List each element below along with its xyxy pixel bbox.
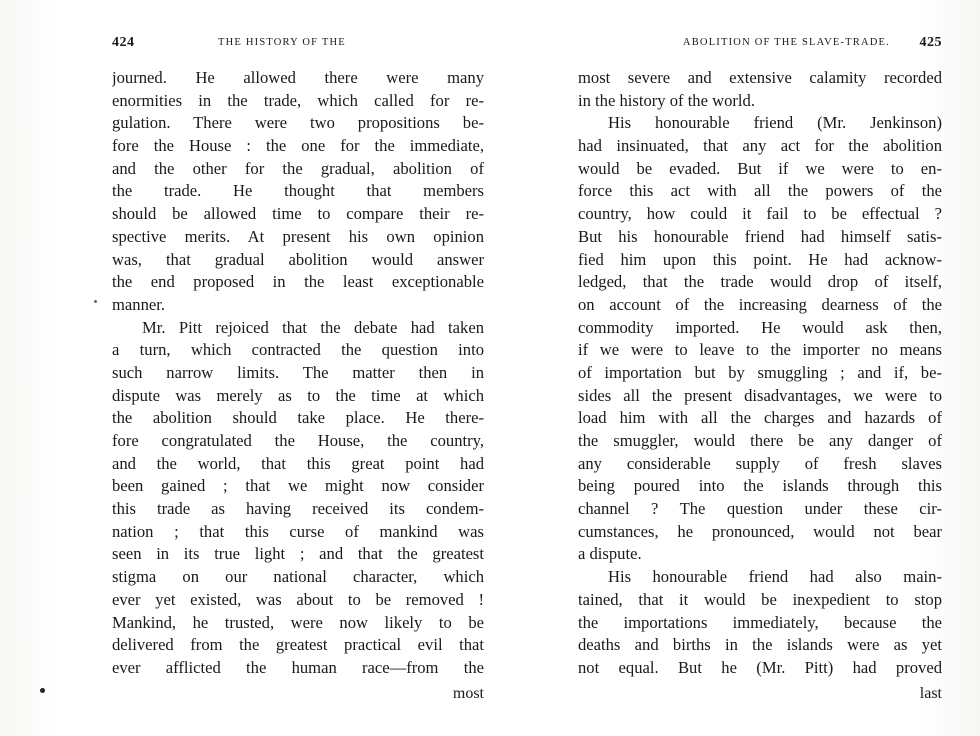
text-line: ledged, that the trade would drop of itself, xyxy=(578,272,942,292)
right-running-head: ABOLITION OF THE SLAVE-TRADE. xyxy=(682,37,890,48)
text-line: should be allowed time to compare their re- xyxy=(112,204,484,224)
right-page-header xyxy=(578,35,942,55)
text-line: not equal. But he (Mr. Pitt) had proved xyxy=(578,657,942,677)
text-line: such narrow limits. The matter then in xyxy=(112,362,484,382)
text-line: tained, that it would be inexpedient to stop xyxy=(578,589,942,609)
left-page-header xyxy=(112,35,484,55)
text-line: ever afflicted the human race—from the xyxy=(112,657,484,677)
text-line: this trade as having received its condem- xyxy=(112,499,484,519)
text-line: His honourable friend (Mr. Jenkinson) xyxy=(608,113,942,133)
text-line: any considerable supply of fresh slaves xyxy=(578,453,942,473)
right-page-number: 425 xyxy=(919,35,942,50)
text-line: in the history of the world. xyxy=(578,90,755,110)
text-line: manner. xyxy=(112,294,165,314)
text-line: channel ? The question under these cir- xyxy=(578,499,942,519)
text-line: stigma on our national character, which xyxy=(112,567,484,587)
text-line: gulation. There were two propositions be- xyxy=(112,113,484,133)
text-line: had insinuated, that any act for the abolition xyxy=(578,136,942,156)
left-page-number: 424 xyxy=(112,35,135,50)
text-line: a turn, which contracted the question into xyxy=(112,340,484,360)
text-line: force this act with all the powers of the xyxy=(578,181,942,201)
right-catchword: last xyxy=(919,685,942,702)
text-line: the smuggler, would there be any danger of xyxy=(578,431,942,450)
left-running-head: THE HISTORY OF THE xyxy=(218,37,346,48)
left-catchword: most xyxy=(452,685,484,702)
text-line: But his honourable friend had himself satis- xyxy=(578,226,942,246)
text-line: journed. He allowed there were many xyxy=(112,68,484,87)
text-line: load him with all the charges and hazards of xyxy=(578,408,942,428)
text-line: if we were to leave to the importer no means xyxy=(578,340,942,360)
text-line: of importation but by smuggling ; and if, be- xyxy=(578,362,942,382)
text-line: fied him upon this point. He had acknow- xyxy=(578,249,942,269)
text-line: seen in its true light ; and that the greatest xyxy=(112,544,484,564)
text-line: delivered from the greatest practical evil that xyxy=(112,635,484,655)
text-line: spective merits. At present his own opinion xyxy=(112,226,484,246)
right-page-text xyxy=(578,67,942,680)
text-line: was, that gradual abolition would answer xyxy=(112,249,484,269)
text-line: nation ; that this curse of mankind was xyxy=(112,521,484,541)
text-line: fore the House : the one for the immediate, xyxy=(112,136,484,156)
right-page xyxy=(578,0,942,736)
text-line: on account of the increasing dearness of the xyxy=(578,294,942,314)
text-line: and the world, that this great point had xyxy=(112,453,484,473)
text-line: ever yet existed, was about to be removed ! xyxy=(112,589,484,609)
text-line: dispute was merely as to the time at which xyxy=(112,385,484,405)
text-line: sides all the present disadvantages, we were to xyxy=(578,385,942,405)
text-line: the abolition should take place. He there- xyxy=(112,408,484,428)
text-line: cumstances, he pronounced, would not bear xyxy=(578,521,942,541)
text-line: country, how could it fail to be effectual ? xyxy=(578,204,942,224)
text-line: commodity imported. He would ask then, xyxy=(578,317,942,337)
text-line: most severe and extensive calamity recorded xyxy=(578,68,942,87)
ink-speck xyxy=(94,300,97,303)
text-line: Mr. Pitt rejoiced that the debate had taken xyxy=(142,317,484,337)
text-line: deaths and births in the islands were as yet xyxy=(578,635,942,655)
text-line: and the other for the gradual, abolition of xyxy=(112,158,484,178)
text-line: being poured into the islands through this xyxy=(578,476,942,496)
text-line: the end proposed in the least exceptionable xyxy=(112,272,484,292)
text-line: Mankind, he trusted, were now likely to be xyxy=(112,612,484,632)
text-line: been gained ; that we might now consider xyxy=(112,476,484,496)
text-line: fore congratulated the House, the country, xyxy=(112,431,484,450)
text-line: would be evaded. But if we were to en- xyxy=(578,158,942,178)
text-line: the trade. He thought that members xyxy=(112,181,484,201)
ink-speck xyxy=(40,688,45,693)
text-line: the importations immediately, because the xyxy=(578,612,942,632)
text-line: enormities in the trade, which called for re- xyxy=(112,90,484,110)
left-page xyxy=(112,0,484,736)
text-line: His honourable friend had also main- xyxy=(608,567,942,587)
text-line: a dispute. xyxy=(578,544,642,564)
left-page-text xyxy=(112,67,484,680)
